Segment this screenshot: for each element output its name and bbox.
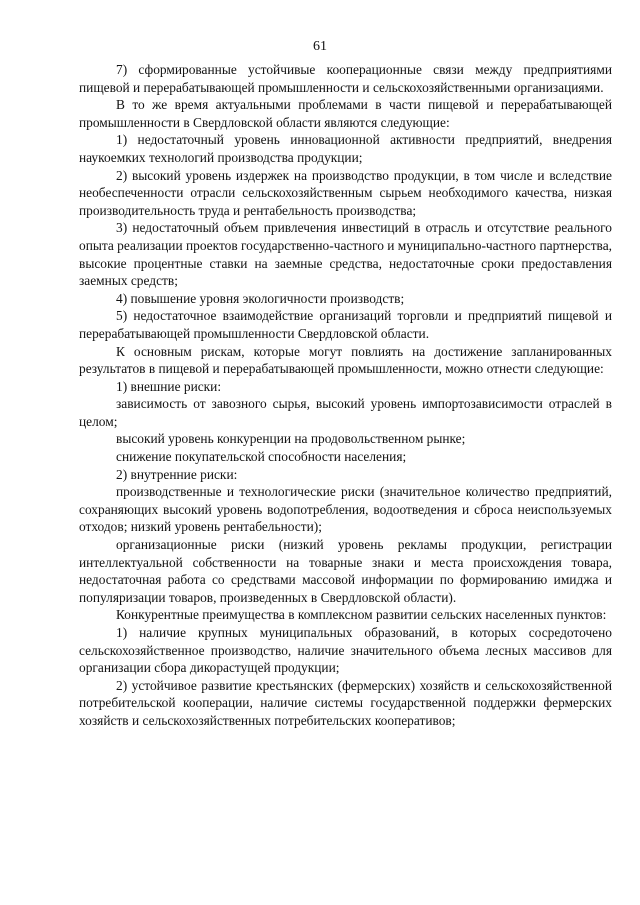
paragraph: организационные риски (низкий уровень рекламы продукции, регистрации интеллектуальной собственности на товарные знаки и места происхождения товара, недостаточная работа со средствами массовой информации по формированию имиджа и популяризации товаров, произведенных в Свердловской области). [79, 537, 612, 605]
paragraph: В то же время актуальными проблемами в части пищевой и перерабатывающей промышленности в Свердловской области являются следующие: [79, 97, 612, 130]
paragraph: 1) наличие крупных муниципальных образований, в которых сосредоточено сельскохозяйственное производство, наличие значительного объема лесных массивов для организации сбора дикорастущей продукции; [79, 625, 612, 676]
paragraph: 7) сформированные устойчивые кооперационные связи между предприятиями пищевой и перерабатывающей промышленности и сельскохозяйственными организациями. [79, 62, 612, 95]
paragraph: 4) повышение уровня экологичности производств; [116, 290, 405, 306]
paragraph: 1) внешние риски: [116, 378, 222, 394]
paragraph: высокий уровень конкуренции на продовольственном рынке; [116, 431, 466, 447]
paragraph: 3) недостаточный объем привлечения инвестиций в отрасль и отсутствие реального опыта реализации проектов государственно-частного и муниципально-частного партнерства, высокие процентные ставки на заемные средства, недостаточные сроки предоставления заемных средств; [79, 220, 612, 289]
paragraph: снижение покупательской способности населения; [116, 449, 407, 465]
paragraph: 1) недостаточный уровень инновационной активности предприятий, внедрения наукоемких технологий производства продукции; [79, 132, 612, 165]
paragraph: Конкурентные преимущества в комплексном развитии сельских населенных пунктов: [116, 607, 607, 623]
paragraph: 2) внутренние риски: [116, 466, 238, 482]
paragraph: 5) недостаточное взаимодействие организаций торговли и предприятий пищевой и перерабатывающей промышленности Свердловской области. [79, 308, 612, 341]
paragraph: зависимость от завозного сырья, высокий уровень импортозависимости отраслей в целом; [79, 396, 612, 429]
page-number: 61 [313, 39, 327, 54]
paragraph: 2) высокий уровень издержек на производство продукции, в том числе и вследствие необеспеченности отрасли сельскохозяйственным сырьем необходимого качества, низкая производительность труда и рентабельность производства; [79, 167, 612, 218]
paragraph: К основным рискам, которые могут повлиять на достижение запланированных результатов в пищевой и перерабатывающей промышленности, можно отнести следующие: [79, 343, 612, 377]
paragraph: 2) устойчивое развитие крестьянских (фермерских) хозяйств и сельскохозяйственной потребительской кооперации, наличие системы государственной поддержки фермерских хозяйств и сельскохозяйственных потребительских кооперативов; [79, 677, 612, 728]
paragraph: производственные и технологические риски (значительное количество предприятий, сохраняющих высокий уровень водопотребления, водоотведения и сброса неиспользуемых отходов; низкий уровень рентабельности); [79, 484, 612, 535]
document-body [79, 61, 612, 730]
